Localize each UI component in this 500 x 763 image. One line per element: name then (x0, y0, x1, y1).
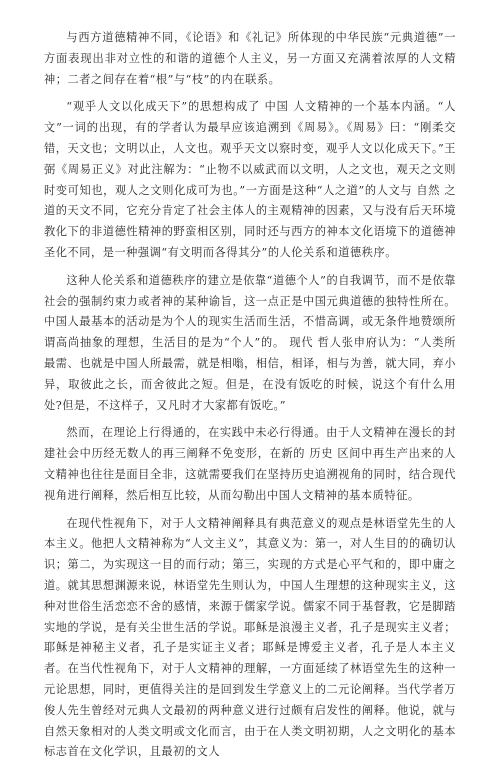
paragraph-2: “观乎人文以化成天下”的思想构成了 中国 人文精神的一个基本内涵。“人文”一词的出现，有的学者认为最早应该追溯到《周易》。《周易》曰：“刚柔交错，天文也；文明以止，人文也。观乎天文以察时变，观乎人文以化成天下。”王弼《周易正义》对此注解为：“止物不以威武而以文明，人之文也，观天之文则时变可知也，观人之文则化成可为也。”一方面是这种“人之道”的人文与 自然 之道的天文不同，它充分肯定了社会主体人的主观精神的因素，又与没有后天环境教化下的非道德性精神的野蛮相区别，同时还与西方的神本文化语境下的道德神圣化不同，是一种强调“有文明而各得其分”的人伦关系和道德秩序。 (44, 100, 456, 259)
paragraph-3: 这种人伦关系和道德秩序的建立是依靠“道德个人”的自我调节，而不是依靠社会的强制约束力或者神的某种谕旨，这一点正是中国元典道德的独特性所在。中国人最基本的活动是为个人的现实生活而生活，不惜高调，或无条件地赞颂所谓高尚抽象的理想，生活目的是为“个人”的。 现代 哲人张申府认为：“人类所最需、也就是中国人所最需，就是相嗡，相信，相译，相与为善，就大同，弃小异，取彼此之长，而舍彼此之短。但是，在没有饭吃的时候，说这个有什么用处?但是，不这样子，又凡时才大家都有饭吃。” (44, 273, 456, 412)
paragraph-4: 然而，在理论上行得通的，在实践中未必行得通。由于人文精神在漫长的封建社会中历经无数人的再三阐释不免变形，在新的 历史 区间中再生产出来的人文精神也往往是面目全非，这就需要我们在坚持历史追溯视角的同时，结合现代视角进行阐释，然后相互比较，从而勾勒出中国人文精神的基本质特征。 (44, 426, 456, 502)
paragraph-5: 在现代性视角下，对于人文精神阐释具有典范意义的观点是林语堂先生的人本主义。他把人文精神称为“人文主义”，其意义为：第一，对人生目的的确切认识；第二，为实现这一目的而行动；第三，实现的方式是心平气和的，即中庸之道。就其思想渊源来说，林语堂先生则认为，中国人生理想的这种现实主义，这种对世俗生活恋恋不舍的感情，来源于儒家学说。儒家不同于基督教，它是脚踏实地的学说，是有关尘世生活的学说。耶稣是浪漫主义者，孔子是现实主义者；耶稣是神秘主义者，孔子是实证主义者；耶稣是博爱主义者，孔子是人本主义者。在当代性视角下，对于人文精神的理解，一方面延续了林语堂先生的这种一元论思想，同时，更值得关注的是回到发生学意义上的二元论阐释。当代学者万俊人先生曾经对元典人文最初的两种意义进行过颇有启发性的阐释。他说，就与自然天象相对的人类文明或文化而言，由于在人类文明初期，人之文明化的基本标志首在文化学识，且最初的文人 (44, 516, 456, 759)
paragraph-1: 与西方道德精神不同，《论语》和《礼记》所体现的中华民族“元典道德”一方面表现出非对立性的和谐的道德个人主义，另一方面又充满着浓厚的人文精神；二者之间存在着“根”与“枝”的内在联系。 (44, 31, 456, 86)
